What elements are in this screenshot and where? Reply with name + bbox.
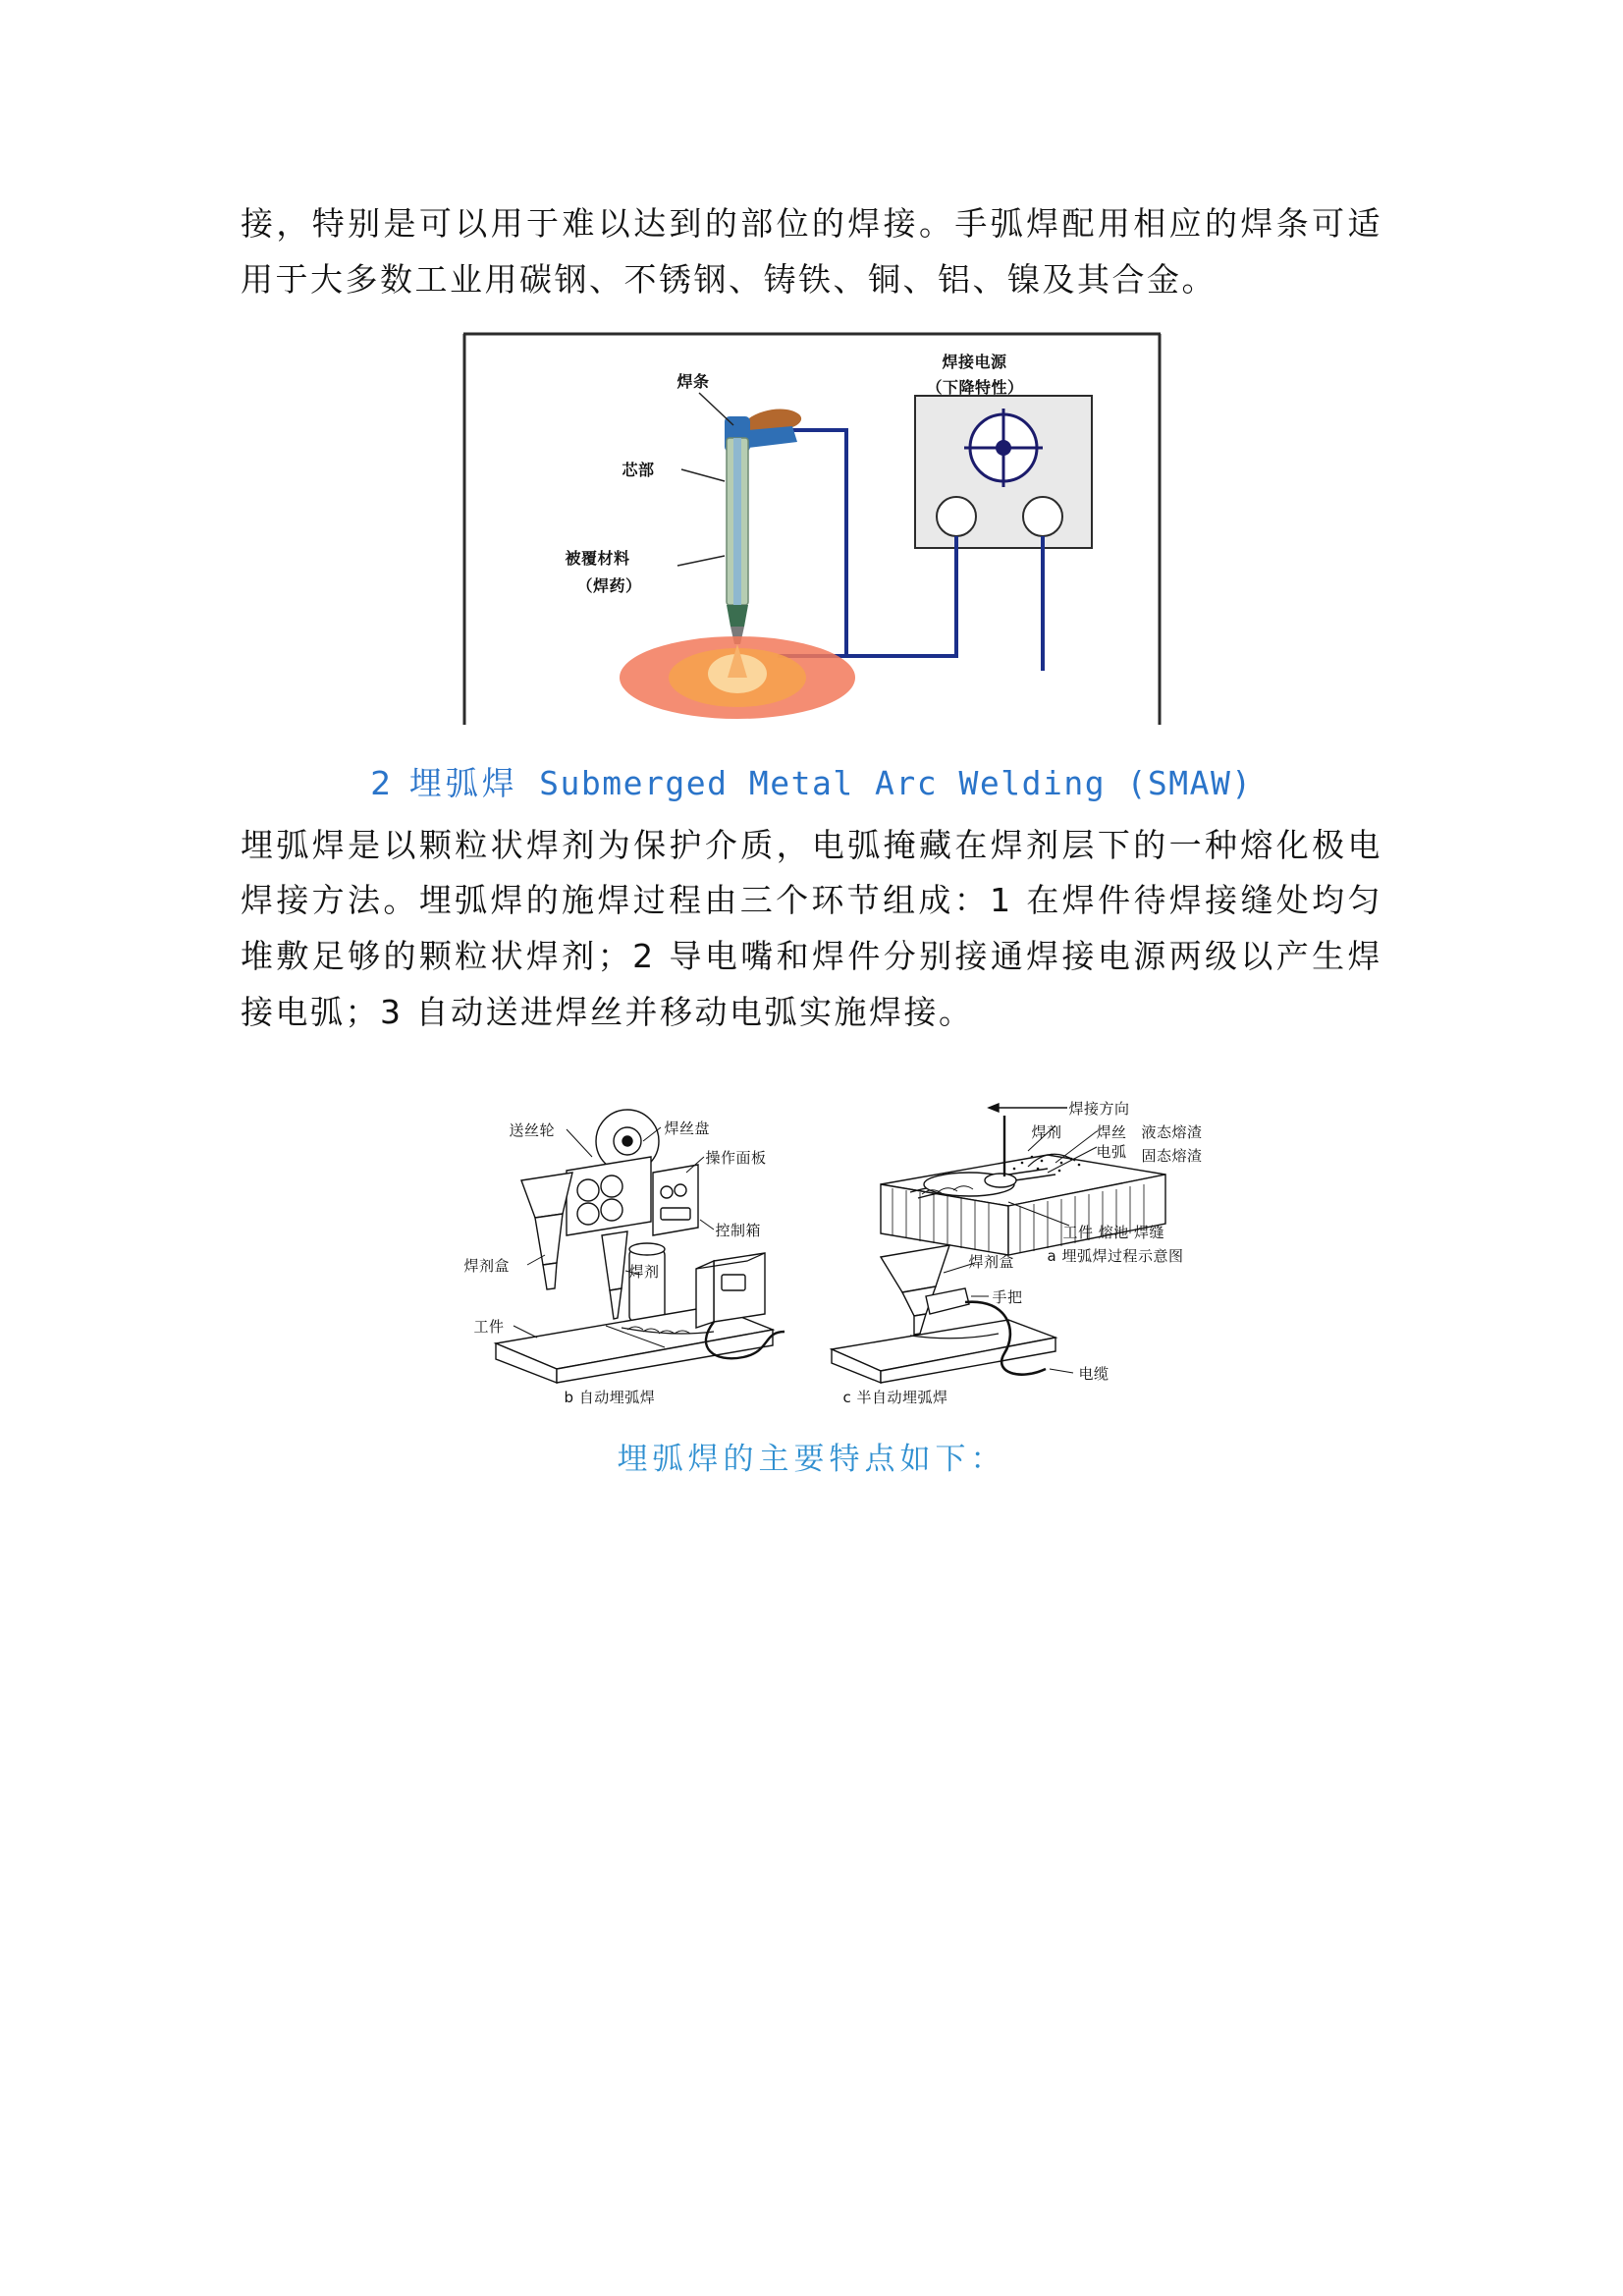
fig2-label-arc: 电弧 [1096,1142,1127,1161]
figure1-label-core: 芯部 [622,460,655,479]
fig2-label-work-pool-seam: 工件 熔池 焊缝 [1062,1223,1165,1241]
figure-submerged-arc-welding [419,1086,1205,1410]
figure-1-graphic [454,332,1170,725]
fig2-label-liquid-slag: 液态熔渣 [1141,1122,1203,1141]
fig2-label-sub-c: c 半自动埋弧焊 [842,1388,948,1406]
fig2-label-flux-box-right: 焊剂盒 [968,1252,1015,1271]
section-heading-2-cn: 2 埋弧焊 [370,763,518,802]
fig2-label-cable: 电缆 [1078,1364,1109,1383]
section-heading-2 [241,758,1382,804]
fig2-label-workpiece: 工件 [473,1317,505,1336]
paragraph-1: 接，特别是可以用于难以达到的部位的焊接。手弧焊配用相应的焊条可适用于大多数工业用碳钢、不锈钢、铸铁、铜、铝、镍及其合金。 [241,204,1382,299]
fig2-label-handle: 手把 [992,1287,1023,1306]
fig2-label-wire: 焊丝 [1096,1122,1127,1141]
fig2-label-sub-b: b 自动埋弧焊 [564,1388,656,1406]
section-heading-2-en: Submerged Metal Arc Welding (SMAW) [539,763,1253,802]
fig2-label-sub-a: a 埋弧焊过程示意图 [1047,1246,1184,1265]
fig2-label-solid-slag: 固态熔渣 [1141,1146,1203,1165]
figure1-label-power-1: 焊接电源 [942,352,1007,371]
figure1-label-coating-2: （焊药） [576,575,642,595]
figure-2-wrapper [241,1041,1382,1410]
figure1-label-electrode: 焊条 [676,371,710,391]
fig2-label-wire-feed-roller: 送丝轮 [509,1121,556,1139]
paragraph-2: 埋弧焊是以颗粒状焊剂为保护介质，电弧掩藏在焊剂层下的一种熔化极电 焊接方法。埋弧焊的施焊过程由三个环节组成：1 在焊件待焊接缝处均匀堆敷足够的颗粒状焊剂；2 导电嘴和焊件分别接通焊接电源两级以产生焊接电弧；3 自动送进焊丝并移动电弧实施焊接。 [241,825,1418,1031]
figure1-label-power-2: （下降特性） [926,377,1024,397]
fig2-label-wire-reel: 焊丝盘 [664,1119,711,1137]
figure-1-wrapper [241,308,1382,725]
fig2-label-control-box: 控制箱 [715,1221,762,1239]
fig2-label-weld-direction: 焊接方向 [1068,1099,1130,1118]
fig2-label-flux-box-left: 焊剂盒 [463,1256,511,1275]
fig2-label-control-panel: 操作面板 [705,1148,767,1167]
figure1-label-coating-1: 被覆材料 [565,548,630,568]
figure-2-caption: 埋弧焊的主要特点如下： [617,1441,1006,1477]
fig2-label-flux-right: 焊剂 [1031,1122,1062,1141]
figure-manual-arc-welding [454,332,1170,725]
fig2-label-flux: 焊剂 [628,1262,660,1281]
